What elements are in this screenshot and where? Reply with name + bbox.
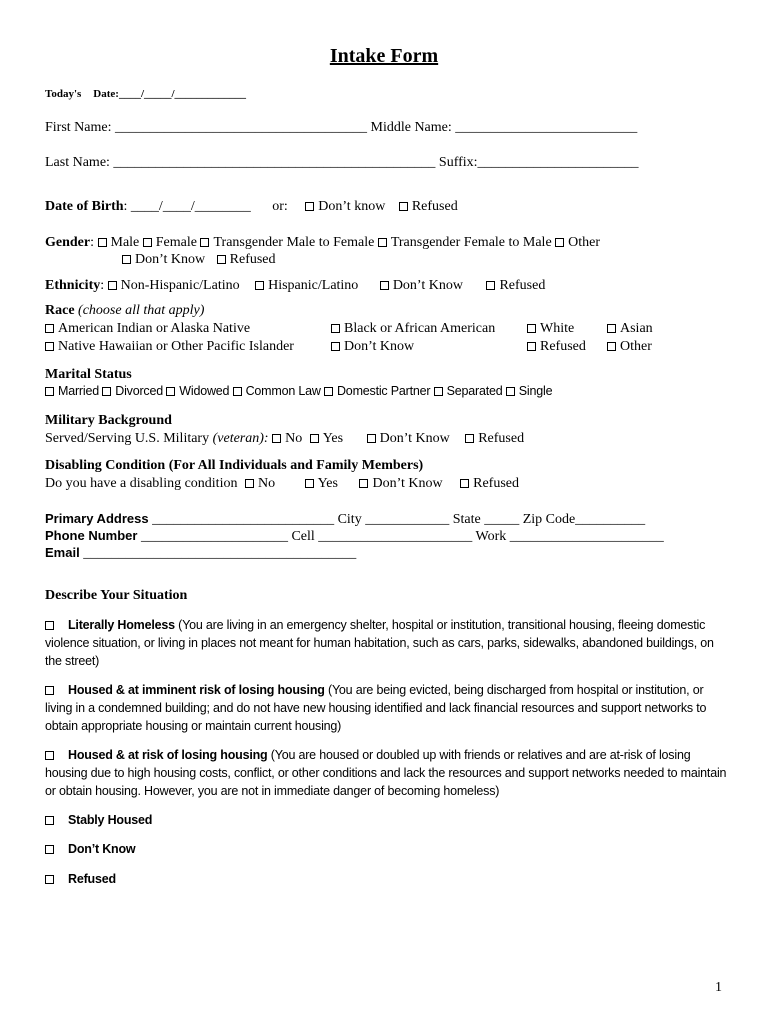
disabling-option: Refused — [473, 476, 519, 491]
page-number: 1 — [715, 980, 722, 995]
situation-stably-housed — [45, 811, 727, 829]
disabling-row — [45, 475, 519, 492]
marital-domestic-partner-checkbox[interactable] — [324, 387, 333, 396]
gender-option: Male — [110, 235, 140, 250]
first-name-row — [45, 119, 637, 136]
marital-single-checkbox[interactable] — [506, 387, 515, 396]
marital-label: Marital Status — [45, 367, 132, 382]
page-title: Intake Form — [329, 45, 439, 67]
marital-divorced-checkbox[interactable] — [102, 387, 111, 396]
race-asian-checkbox[interactable] — [607, 324, 616, 333]
phone-label: Phone Number — [45, 528, 138, 543]
email-row — [45, 544, 356, 562]
situation-literally-homeless — [45, 616, 727, 670]
disabling-dont-know-checkbox[interactable] — [359, 479, 368, 488]
race-white-checkbox[interactable] — [527, 324, 536, 333]
dob-field[interactable]: : ____/____/________ — [123, 199, 251, 214]
email-field[interactable]: _______________________________________ — [83, 546, 357, 561]
marital-option: Single — [518, 384, 553, 398]
marital-option: Separated — [446, 384, 503, 398]
race-option: Black or African American — [344, 321, 496, 336]
gender-option: Refused — [229, 252, 276, 267]
race-american-indian-checkbox[interactable] — [45, 324, 54, 333]
military-label: Military Background — [45, 413, 172, 428]
race-row-1-col2 — [331, 320, 495, 337]
military-dont-know-checkbox[interactable] — [367, 434, 376, 443]
race-dont-know-checkbox[interactable] — [331, 342, 340, 351]
gender-option: Transgender Female to Male — [390, 235, 552, 250]
marital-option: Divorced — [115, 384, 163, 398]
dob-label: Date of Birth — [45, 199, 124, 214]
race-label: Race — [45, 303, 75, 318]
disabling-yes-checkbox[interactable] — [305, 479, 314, 488]
situation-lead: Stably Housed — [68, 813, 153, 827]
dob-dont-know-checkbox[interactable] — [305, 202, 314, 211]
dob-or: or: — [272, 199, 288, 214]
situation-lead: Don’t Know — [68, 842, 136, 856]
marital-option: Widowed — [179, 384, 230, 398]
marital-option: Common Law — [245, 384, 321, 398]
race-heading — [45, 302, 204, 319]
disabling-refused-checkbox[interactable] — [460, 479, 469, 488]
gender-other-checkbox[interactable] — [555, 238, 564, 247]
situation-checkbox[interactable] — [45, 875, 54, 884]
situation-at-risk — [45, 746, 727, 800]
gender-refused-checkbox[interactable] — [217, 255, 226, 264]
military-question: Served/Serving U.S. Military — [45, 431, 210, 446]
situation-refused — [45, 870, 727, 888]
suffix-field[interactable]: Suffix:_______________________ — [438, 155, 639, 170]
ethnicity-refused-checkbox[interactable] — [486, 281, 495, 290]
dob-refused-checkbox[interactable] — [399, 202, 408, 211]
disabling-no-checkbox[interactable] — [245, 479, 254, 488]
military-no-checkbox[interactable] — [272, 434, 281, 443]
race-option: American Indian or Alaska Native — [58, 321, 251, 336]
situation-lead: Refused — [68, 872, 116, 886]
marital-separated-checkbox[interactable] — [434, 387, 443, 396]
race-row-2-col2 — [331, 338, 414, 355]
dob-dont-know-label: Don’t know — [318, 199, 386, 214]
gender-row: Gender: Male Female Transgender Male to Female Transgender Female to Male Other — [45, 235, 601, 250]
gender-option: Female — [155, 235, 197, 250]
ethnicity-non-hispanic-checkbox[interactable] — [108, 281, 117, 290]
military-option: Don’t Know — [379, 431, 450, 446]
situation-checkbox[interactable] — [45, 816, 54, 825]
first-name-field[interactable]: First Name: ____________________________________ — [45, 120, 367, 135]
race-option: Native Hawaiian or Other Pacific Islander — [58, 339, 294, 354]
gender-female-checkbox[interactable] — [143, 238, 152, 247]
race-hint: (choose all that apply) — [78, 303, 205, 318]
race-native-hawaiian-checkbox[interactable] — [45, 342, 54, 351]
military-option: No — [285, 431, 303, 446]
marital-option: Married — [58, 384, 99, 398]
disabling-option: Don’t Know — [372, 476, 443, 491]
race-option: Refused — [540, 339, 586, 354]
situation-text: (You are living in an emergency shelter, hospital or institution, transitional housing, fleeing domestic violence situation, or living in places not meant for human habitation, such as cars, parks, sidewalks, abandoned buildings, on the street) — [45, 618, 714, 668]
ethnicity-option: Don’t Know — [392, 278, 463, 293]
race-row-2 — [45, 338, 294, 355]
situation-lead: Housed & at risk of losing housing — [68, 748, 268, 762]
situation-checkbox[interactable] — [45, 845, 54, 854]
disabling-question: Do you have a disabling condition — [45, 476, 238, 491]
race-other-checkbox[interactable] — [607, 342, 616, 351]
race-row-2-col4 — [607, 338, 652, 355]
race-row-1-col3 — [527, 320, 574, 337]
situation-heading: Describe Your Situation — [45, 588, 188, 603]
military-refused-checkbox[interactable] — [465, 434, 474, 443]
ethnicity-row: Ethnicity: Non-Hispanic/Latino Hispanic/Latino Don’t Know Refused — [45, 278, 546, 293]
date-field[interactable]: Date:____/_____/_____________ — [93, 88, 247, 100]
address-row — [45, 510, 645, 528]
gender-male-checkbox[interactable] — [98, 238, 107, 247]
race-option: Other — [620, 339, 652, 354]
situation-lead: Literally Homeless — [68, 618, 175, 632]
gender-mtf-checkbox[interactable] — [200, 238, 209, 247]
situation-dont-know — [45, 840, 727, 858]
ethnicity-option: Hispanic/Latino — [268, 278, 359, 293]
dob-refused-label: Refused — [411, 199, 458, 214]
address-label: Primary Address — [45, 511, 149, 526]
ethnicity-label: Ethnicity — [45, 278, 101, 293]
gender-option: Transgender Male to Female — [213, 235, 375, 250]
gender-ftm-checkbox[interactable] — [378, 238, 387, 247]
military-yes-checkbox[interactable] — [310, 434, 319, 443]
address-field[interactable]: __________________________ City ____________ State _____ Zip Code__________ — [152, 512, 646, 527]
race-row-2-col3 — [527, 338, 586, 355]
disabling-option: No — [257, 476, 276, 491]
dob-row — [45, 198, 458, 215]
ethnicity-hispanic-checkbox[interactable] — [255, 281, 264, 290]
situation-text: (You are housed or doubled up with friends or relatives and are at-risk of losing housing due to high housing costs, conflict, or other conditions and lack the resources and support networks needed to maintain or obtain housing. However, you are not in immediate danger of becoming homeless) — [45, 748, 727, 798]
gender-row-2 — [122, 251, 276, 268]
last-name-row — [45, 154, 639, 171]
marital-option: Domestic Partner — [336, 384, 431, 398]
phone-row — [45, 527, 664, 545]
race-option: White — [540, 321, 575, 336]
situation-checkbox[interactable] — [45, 686, 54, 695]
race-row-1-col4 — [607, 320, 653, 337]
middle-name-field[interactable]: Middle Name: __________________________ — [370, 120, 638, 135]
disabling-label: Disabling Condition (For All Individuals and Family Members) — [45, 458, 424, 473]
gender-dont-know-checkbox[interactable] — [122, 255, 131, 264]
todays-date-row — [45, 86, 246, 103]
race-refused-checkbox[interactable] — [527, 342, 536, 351]
race-option: Asian — [620, 321, 653, 336]
situation-checkbox[interactable] — [45, 621, 54, 630]
ethnicity-option: Refused — [499, 278, 546, 293]
military-option: Refused — [478, 431, 525, 446]
race-option: Don’t Know — [344, 339, 415, 354]
phone-field[interactable]: _____________________ Cell ______________________ Work ______________________ — [140, 529, 664, 544]
email-label: Email — [45, 545, 80, 560]
situation-lead: Housed & at imminent risk of losing housing — [68, 683, 325, 697]
military-hint: (veteran): — [212, 431, 269, 446]
marital-row — [45, 383, 552, 400]
gender-label: Gender — [45, 235, 91, 250]
disabling-option: Yes — [317, 476, 338, 491]
marital-common-law-checkbox[interactable] — [233, 387, 242, 396]
race-row-1 — [45, 320, 250, 337]
race-black-checkbox[interactable] — [331, 324, 340, 333]
situation-imminent-risk — [45, 681, 727, 735]
gender-option: Don’t Know — [135, 252, 206, 267]
ethnicity-option: Non-Hispanic/Latino — [120, 278, 240, 293]
ethnicity-dont-know-checkbox[interactable] — [380, 281, 389, 290]
military-option: Yes — [322, 431, 344, 446]
todays-label: Today's — [45, 88, 82, 100]
situation-checkbox[interactable] — [45, 751, 54, 760]
marital-widowed-checkbox[interactable] — [166, 387, 175, 396]
military-row — [45, 430, 524, 447]
situation-text: (You are being evicted, being discharged from hospital or institution, or living in a condemned building; and do not have new housing identified and lack financial resources and support networks to obtain appropriate housing or maintain current housing) — [45, 683, 707, 733]
marital-married-checkbox[interactable] — [45, 387, 54, 396]
gender-option: Other — [568, 235, 601, 250]
last-name-field[interactable]: Last Name: ______________________________________________ — [45, 155, 436, 170]
